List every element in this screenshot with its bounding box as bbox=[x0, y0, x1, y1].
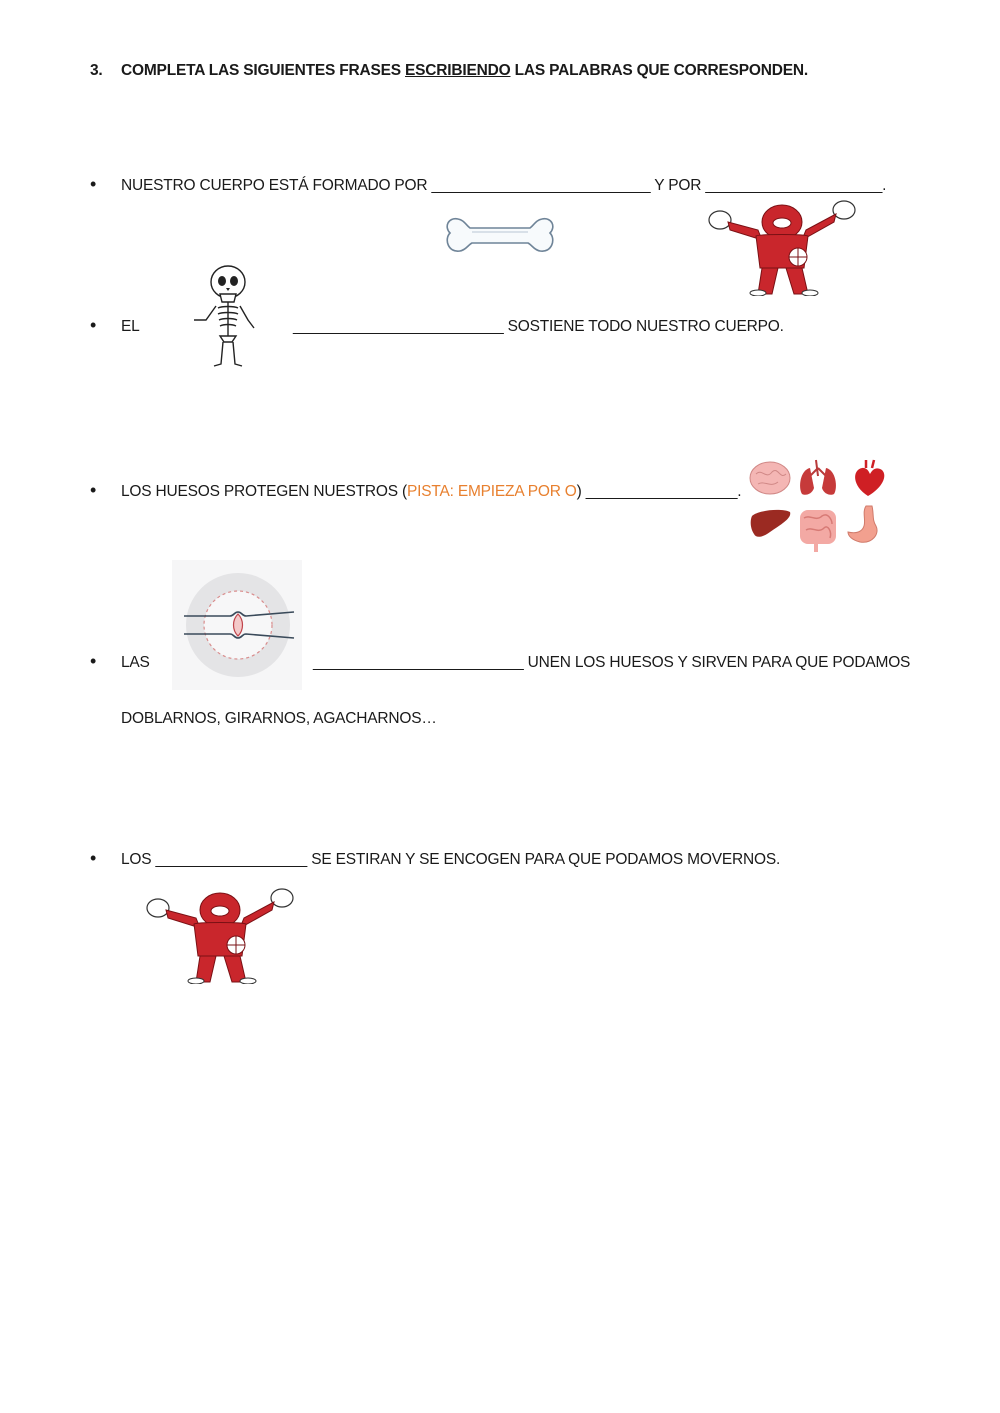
skeleton-image bbox=[186, 264, 262, 370]
bone-icon bbox=[444, 213, 556, 261]
lungs-icon bbox=[800, 460, 836, 495]
organs-icon bbox=[748, 454, 890, 554]
muscle-body-icon bbox=[706, 196, 858, 296]
brain-icon bbox=[750, 462, 790, 494]
joint-image bbox=[172, 560, 302, 690]
bullet: • bbox=[90, 848, 97, 868]
sentence-3 bbox=[121, 483, 741, 501]
sentence-2-pre: EL bbox=[121, 318, 140, 335]
skeleton-icon bbox=[186, 264, 262, 370]
liver-icon bbox=[751, 510, 791, 537]
organs-image bbox=[748, 454, 890, 554]
muscle-body-icon bbox=[144, 884, 296, 984]
heading-underlined: ESCRIBIENDO bbox=[405, 62, 511, 79]
joint-icon bbox=[172, 560, 302, 690]
sentence-3-pre: LOS HUESOS PROTEGEN NUESTROS ( bbox=[121, 483, 407, 500]
sentence-5: LOS __________________ SE ESTIRAN Y SE ENCOGEN PARA QUE PODAMOS MOVERNOS. bbox=[121, 851, 781, 868]
stomach-icon bbox=[848, 506, 877, 542]
bullet: • bbox=[90, 174, 97, 194]
sentence-2-post: _________________________ SOSTIENE TODO NUESTRO CUERPO. bbox=[293, 318, 784, 335]
sentence-4-pre: LAS bbox=[121, 654, 150, 671]
bullet: • bbox=[90, 315, 97, 335]
heading-part1: COMPLETA LAS SIGUIENTES FRASES bbox=[121, 62, 406, 79]
intestines-icon bbox=[800, 510, 836, 552]
sentence-1: NUESTRO CUERPO ESTÁ FORMADO POR __________________________ Y POR _____________________. bbox=[121, 177, 887, 194]
sentence-4-continuation: DOBLARNOS, GIRARNOS, AGACHARNOS… bbox=[121, 710, 437, 727]
heading-part2: LAS PALABRAS QUE CORRESPONDEN. bbox=[510, 62, 808, 79]
heart-icon bbox=[855, 460, 884, 496]
bullet: • bbox=[90, 651, 97, 671]
bone-image bbox=[444, 213, 556, 261]
sentence-3-post: ) __________________. bbox=[576, 483, 742, 500]
bullet: • bbox=[90, 480, 97, 500]
exercise-heading bbox=[121, 62, 808, 80]
sentence-4-post: _________________________ UNEN LOS HUESOS Y SIRVEN PARA QUE PODAMOS bbox=[313, 654, 911, 671]
muscle-figure-image-2 bbox=[144, 884, 296, 984]
exercise-number: 3. bbox=[90, 62, 103, 79]
muscle-figure-image bbox=[706, 196, 858, 296]
hint-text: PISTA: EMPIEZA POR O bbox=[406, 483, 577, 500]
